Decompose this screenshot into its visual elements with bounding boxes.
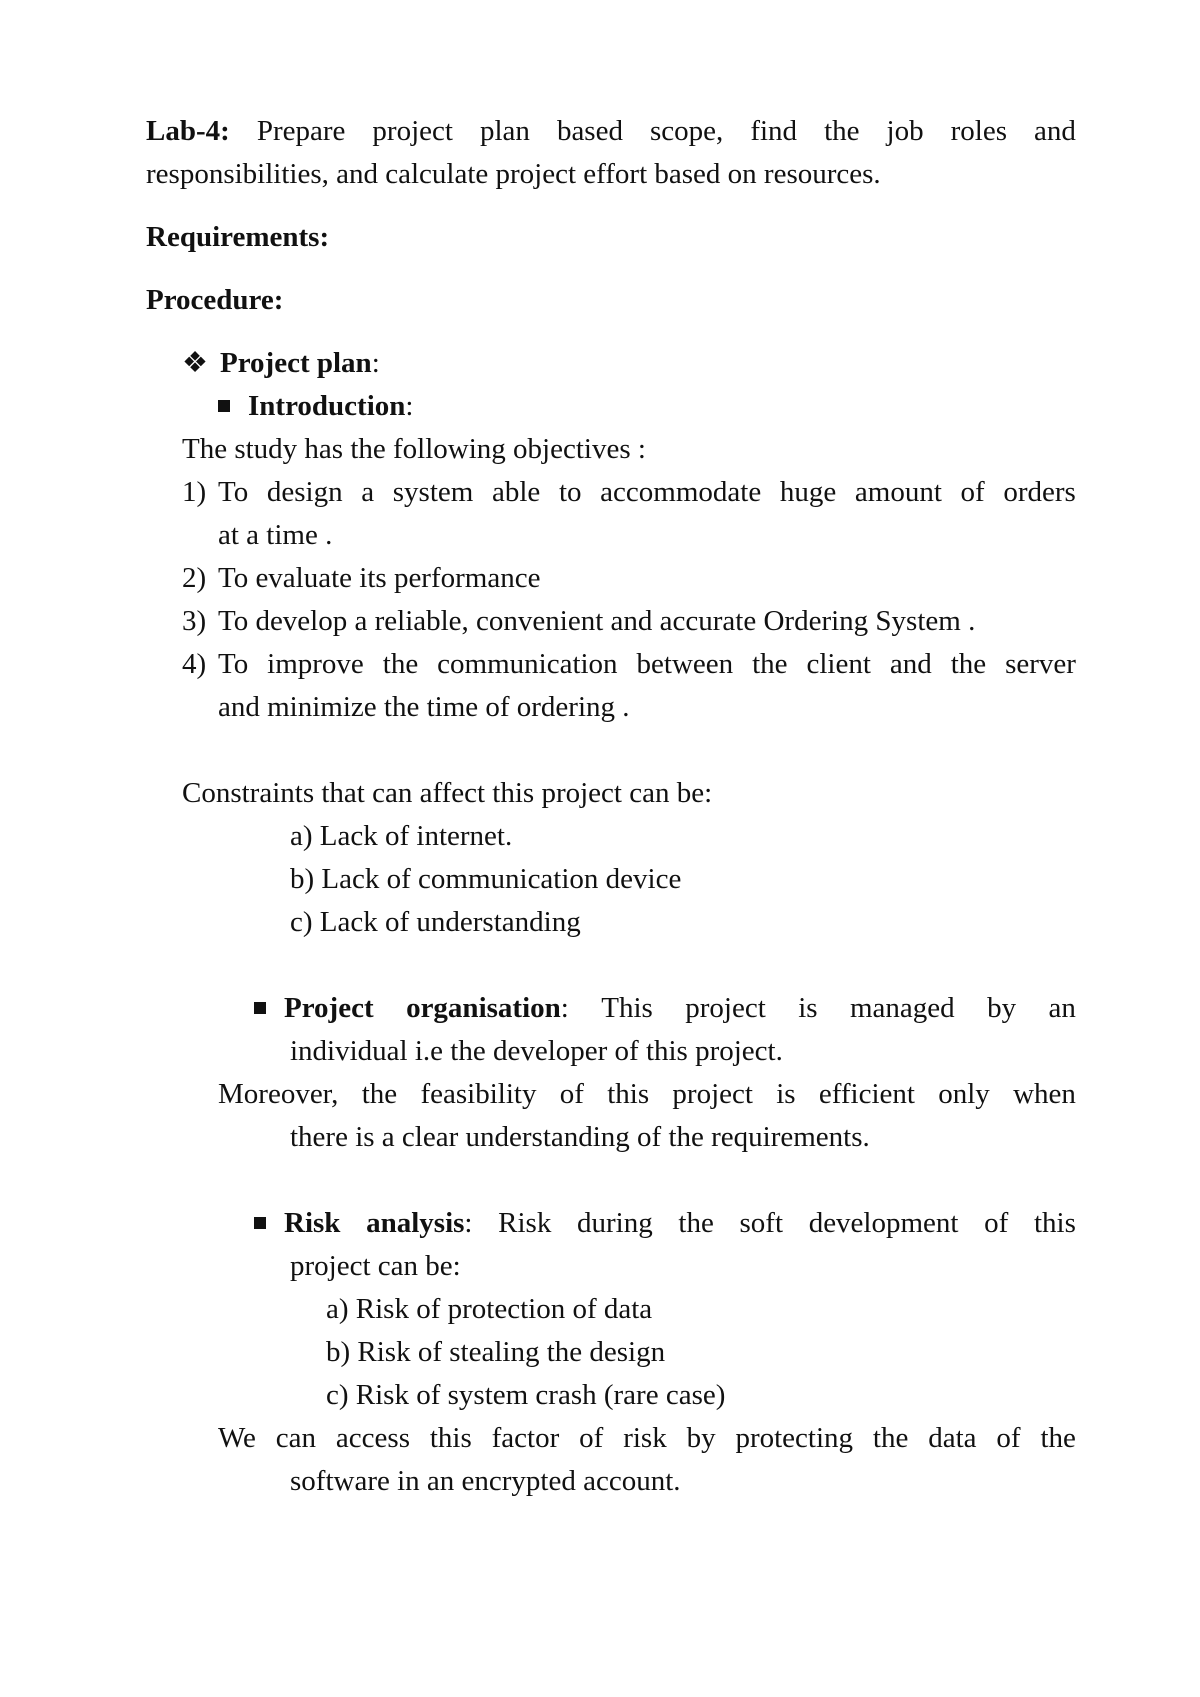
square-bullet-icon bbox=[254, 1002, 266, 1014]
title-line-1 bbox=[146, 117, 1076, 146]
objective-1-line-2: at a time . bbox=[218, 519, 333, 551]
organisation-para-line-1: Moreover, the feasibility of this project is efficient only when bbox=[218, 1078, 1076, 1110]
objective-number: 2) bbox=[182, 562, 207, 594]
title-word: based bbox=[556, 115, 623, 147]
title-word: job bbox=[886, 115, 924, 147]
constraint-item: a) Lack of internet. bbox=[290, 820, 513, 852]
procedure-heading: Procedure: bbox=[146, 284, 284, 316]
project-plan-heading: ❖ Project plan: bbox=[182, 347, 380, 379]
title-word: find bbox=[750, 115, 798, 147]
constraint-item: c) Lack of understanding bbox=[290, 906, 581, 938]
risk-item: b) Risk of stealing the design bbox=[326, 1336, 666, 1368]
objective-4-line-1: To improve the communication between the client and the server bbox=[218, 648, 1076, 680]
objective-3: To develop a reliable, convenient and accurate Ordering System . bbox=[218, 605, 976, 637]
constraint-item: b) Lack of communication device bbox=[290, 863, 682, 895]
risk-item: a) Risk of protection of data bbox=[326, 1293, 653, 1325]
introduction-heading: Introduction: bbox=[218, 392, 413, 421]
title-word: Prepare bbox=[256, 115, 346, 147]
organisation-line-1: Project organisation: This project is managed by an bbox=[254, 994, 1076, 1023]
objective-number: 4) bbox=[182, 648, 207, 680]
risk-para-line-2: software in an encrypted account. bbox=[290, 1465, 681, 1497]
title-line-2: responsibilities, and calculate project effort based on resources. bbox=[146, 158, 881, 190]
requirements-heading: Requirements: bbox=[146, 221, 330, 253]
diamond-bullet-icon: ❖ bbox=[182, 347, 208, 379]
project-plan-label: Project plan bbox=[220, 347, 372, 379]
risk-line-2: project can be: bbox=[290, 1250, 461, 1282]
objective-1-line-1: To design a system able to accommodate huge amount of orders bbox=[218, 476, 1076, 508]
objectives-lead: The study has the following objectives : bbox=[182, 433, 646, 465]
title-word: roles bbox=[950, 115, 1007, 147]
constraints-lead: Constraints that can affect this project can be: bbox=[182, 777, 713, 809]
square-bullet-icon bbox=[254, 1217, 266, 1229]
risk-para-line-1: We can access this factor of risk by protecting the data of the bbox=[218, 1422, 1076, 1454]
title-word: plan bbox=[479, 115, 530, 147]
title-word: project bbox=[372, 115, 453, 147]
title-word: the bbox=[824, 115, 860, 147]
objective-4-line-2: and minimize the time of ordering . bbox=[218, 691, 630, 723]
organisation-para-line-2: there is a clear understanding of the requirements. bbox=[290, 1121, 870, 1153]
objective-number: 3) bbox=[182, 605, 207, 637]
title-word: and bbox=[1034, 115, 1076, 147]
lab-label: Lab-4: bbox=[146, 115, 230, 147]
square-bullet-icon bbox=[218, 400, 230, 412]
title-word: scope, bbox=[650, 115, 724, 147]
organisation-line-2: individual i.e the developer of this project. bbox=[290, 1035, 783, 1067]
introduction-label: Introduction bbox=[248, 390, 406, 422]
objective-2: To evaluate its performance bbox=[218, 562, 541, 594]
risk-line-1: Risk analysis: Risk during the soft development of this bbox=[254, 1209, 1076, 1238]
objective-number: 1) bbox=[182, 476, 207, 508]
risk-item: c) Risk of system crash (rare case) bbox=[326, 1379, 726, 1411]
